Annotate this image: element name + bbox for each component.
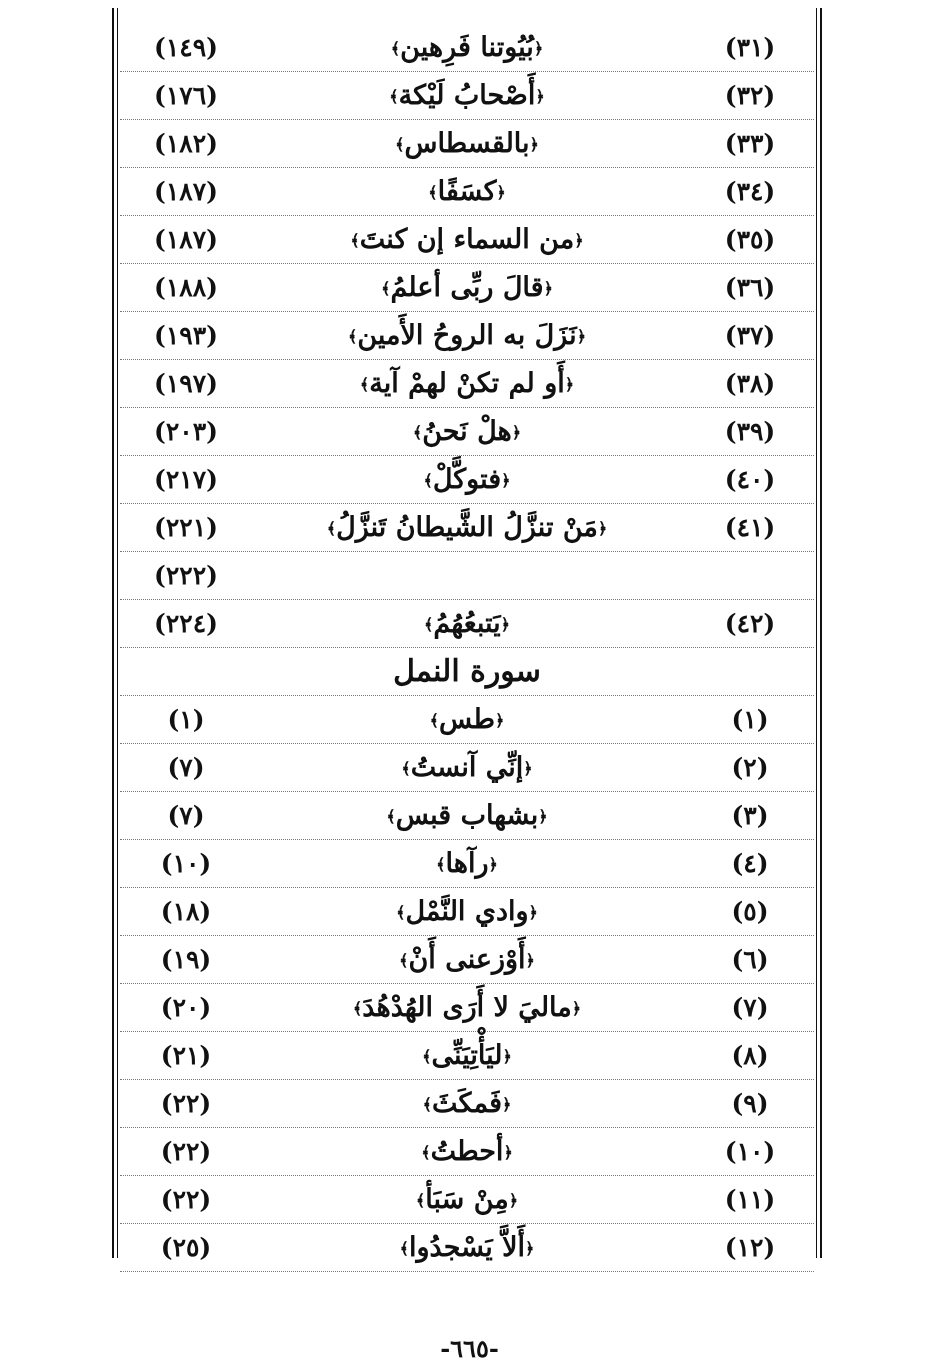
word-text: فَمكَثَ <box>432 1088 502 1119</box>
ornament-close-icon: ﴾ <box>386 807 396 826</box>
ornament-open-icon: ﴿ <box>533 39 544 58</box>
ornament-open-icon: ﴿ <box>508 1191 519 1210</box>
list-item <box>120 72 814 120</box>
ornament-open-icon: ﴿ <box>597 519 608 538</box>
word-text: أحطتُ <box>430 1136 504 1167</box>
list-item <box>120 24 814 72</box>
quran-word <box>381 272 553 303</box>
page-reference: (٧) <box>167 753 205 782</box>
word-text: إنِّي آنستُ <box>410 752 524 783</box>
verse-number: (٣٤) <box>724 177 776 206</box>
page-reference: (١٠) <box>160 849 212 878</box>
border-line <box>117 8 118 1258</box>
verse-number: (٣٩) <box>724 417 776 446</box>
page-reference: (١٨٧) <box>154 177 218 206</box>
ornament-open-icon: ﴿ <box>501 471 511 490</box>
ornament-close-icon: ﴾ <box>424 615 434 634</box>
verse-number: (٣٨) <box>724 369 776 398</box>
list-item <box>120 744 814 792</box>
ornament-open-icon: ﴿ <box>494 711 505 730</box>
list-item <box>120 840 814 888</box>
border-line <box>820 8 822 1258</box>
word-text: هلْ نَحنُ <box>422 416 512 447</box>
ornament-close-icon: ﴾ <box>395 135 405 154</box>
quran-word <box>389 80 544 111</box>
list-item <box>120 936 814 984</box>
page-reference: (١٧٦) <box>154 81 218 110</box>
ornament-open-icon: ﴿ <box>528 903 538 922</box>
ornament-close-icon: ﴾ <box>399 951 409 970</box>
border-line <box>816 8 817 1258</box>
ornament-open-icon: ﴿ <box>511 423 522 442</box>
verse-number: (٤) <box>731 849 769 878</box>
ornament-close-icon: ﴾ <box>415 1191 426 1210</box>
verse-number: (٦) <box>731 945 769 974</box>
ornament-open-icon: ﴿ <box>535 87 545 106</box>
quran-word <box>360 368 574 399</box>
list-item <box>120 792 814 840</box>
verse-number: (٥) <box>731 897 769 926</box>
ornament-open-icon: ﴿ <box>488 855 498 874</box>
verse-number: (٧) <box>731 993 769 1022</box>
quran-word <box>399 944 535 975</box>
quran-word <box>416 1184 518 1215</box>
word-text: وادي النَّمْل <box>405 896 529 927</box>
word-text: يَتبعُهُمُ <box>433 608 501 639</box>
ornament-close-icon: ﴾ <box>347 327 358 346</box>
word-text: رآها <box>445 848 489 879</box>
quran-word <box>391 32 543 63</box>
ornament-close-icon: ﴾ <box>429 711 440 730</box>
ornament-open-icon: ﴿ <box>574 231 584 250</box>
verse-number: (٩) <box>731 1089 769 1118</box>
page-reference: (٢٢٤) <box>154 609 218 638</box>
ornament-open-icon: ﴿ <box>501 1095 512 1114</box>
word-text: بُيُوتنا فَرِهين <box>400 32 534 63</box>
ornament-close-icon: ﴾ <box>401 759 411 778</box>
verse-number: (١) <box>731 705 769 734</box>
page-reference: (١٨٨) <box>154 273 218 302</box>
verse-number: (١١) <box>724 1185 776 1214</box>
quran-word <box>430 704 505 735</box>
ornament-open-icon: ﴿ <box>525 951 535 970</box>
page-reference: (٢٥) <box>160 1233 212 1262</box>
quran-word <box>395 128 539 159</box>
quran-word <box>423 464 510 495</box>
list-item <box>120 1080 814 1128</box>
word-text: من السماء إن كنتَ <box>359 224 575 255</box>
word-text: قالَ ربِّى أعلمُ <box>390 272 544 303</box>
page-reference: (٢٢١) <box>154 513 218 542</box>
list-item <box>120 312 814 360</box>
quran-word <box>350 224 583 255</box>
quran-word <box>423 1088 512 1119</box>
ornament-close-icon: ﴾ <box>381 279 391 298</box>
ornament-close-icon: ﴾ <box>423 471 433 490</box>
quran-word <box>353 992 581 1023</box>
page-reference: (٢١٧) <box>154 465 218 494</box>
page-reference: (٢١) <box>160 1041 212 1070</box>
ornament-close-icon: ﴾ <box>359 375 370 394</box>
quran-word <box>348 320 586 351</box>
surah-heading-row <box>120 648 814 696</box>
ornament-close-icon: ﴾ <box>390 39 401 58</box>
page-reference: (٢٠) <box>160 993 212 1022</box>
word-text: بشهاب قبس <box>395 800 539 831</box>
verse-number: (٣٥) <box>724 225 776 254</box>
page-reference: (١) <box>167 705 205 734</box>
verse-number: (١٠) <box>724 1137 776 1166</box>
list-item <box>120 216 814 264</box>
page-reference: (١٩٣) <box>154 321 218 350</box>
page-reference: (٢٠٣) <box>154 417 218 446</box>
list-item <box>120 600 814 648</box>
quran-word <box>401 752 532 783</box>
quran-word <box>413 416 521 447</box>
quran-word <box>421 1136 513 1167</box>
list-item <box>120 552 814 600</box>
list-item <box>120 360 814 408</box>
verse-number: (٢) <box>731 753 769 782</box>
table-frame <box>112 8 822 1263</box>
word-text: أَوْزعنى أَنْ <box>408 944 526 975</box>
verse-number: (٨) <box>731 1041 769 1070</box>
page-reference: (١٨٢) <box>154 129 218 158</box>
word-text: أَصْحابُ لَيْكة <box>398 80 536 111</box>
verse-number: (٣) <box>731 801 769 830</box>
verse-number: (٣٢) <box>724 81 776 110</box>
list-item <box>120 984 814 1032</box>
page-reference: (١٤٩) <box>154 33 218 62</box>
ornament-close-icon: ﴾ <box>326 519 337 538</box>
word-text: أَو لم تكنْ لهمْ آية <box>369 368 565 399</box>
verse-number: (٤١) <box>724 513 776 542</box>
word-text: بالقسطاس <box>404 128 530 159</box>
ornament-close-icon: ﴾ <box>422 1047 432 1066</box>
word-text: مِنْ سَبَأ <box>425 1184 509 1215</box>
verse-number: (٣٣) <box>724 129 776 158</box>
ornament-close-icon: ﴾ <box>396 903 406 922</box>
verse-number <box>700 552 800 599</box>
quran-word <box>422 1040 512 1071</box>
ornament-close-icon: ﴾ <box>389 87 399 106</box>
verse-number: (٣٧) <box>724 321 776 350</box>
list-item <box>120 408 814 456</box>
ornament-open-icon: ﴿ <box>500 615 510 634</box>
quran-word <box>424 608 510 639</box>
word-text: كسَفًا <box>437 176 497 207</box>
ornament-open-icon: ﴿ <box>523 759 533 778</box>
word-text: أَلاَّ يَسْجدُوا <box>408 1232 526 1263</box>
page-reference: (٧) <box>167 801 205 830</box>
ornament-close-icon: ﴾ <box>352 999 363 1018</box>
quran-word <box>428 176 506 207</box>
ornament-close-icon: ﴾ <box>412 423 423 442</box>
quran-word <box>396 896 538 927</box>
list-item <box>120 264 814 312</box>
verse-number: (١٢) <box>724 1233 776 1262</box>
ornament-open-icon: ﴿ <box>496 183 506 202</box>
quran-word <box>386 800 547 831</box>
verse-number: (٤٠) <box>724 465 776 494</box>
ornament-close-icon: ﴾ <box>350 231 360 250</box>
verse-number: (٣١) <box>724 33 776 62</box>
list-item <box>120 504 814 552</box>
word-text: فتوكَّلْ <box>432 464 502 495</box>
list-item <box>120 696 814 744</box>
page-reference: (٢٢) <box>160 1137 212 1166</box>
ornament-open-icon: ﴿ <box>503 1143 513 1162</box>
page-reference: (١٨) <box>160 897 212 926</box>
word-text: نَزَلَ به الروحُ الأَمين <box>357 320 577 351</box>
list-item <box>120 1176 814 1224</box>
page-reference: (١٩٧) <box>154 369 218 398</box>
ornament-close-icon: ﴾ <box>428 183 438 202</box>
border-line <box>112 8 114 1258</box>
entries-list <box>120 24 814 1272</box>
word-text: ليَأْتِيَنِّى <box>431 1040 503 1071</box>
word-text: مَنْ تنزَّلُ الشَّيطانُ تَنزَّلُ <box>336 512 598 543</box>
verse-number: (٣٦) <box>724 273 776 302</box>
list-item <box>120 888 814 936</box>
ornament-open-icon: ﴿ <box>571 999 582 1018</box>
ornament-open-icon: ﴿ <box>529 135 539 154</box>
ornament-close-icon: ﴾ <box>436 855 446 874</box>
ornament-open-icon: ﴿ <box>525 1239 535 1258</box>
list-item <box>120 1032 814 1080</box>
quran-word <box>436 848 498 879</box>
page-reference: (١٨٧) <box>154 225 218 254</box>
ornament-open-icon: ﴿ <box>543 279 553 298</box>
page-reference: (٢٢) <box>160 1089 212 1118</box>
ornament-close-icon: ﴾ <box>422 1095 433 1114</box>
ornament-close-icon: ﴾ <box>421 1143 431 1162</box>
ornament-open-icon: ﴿ <box>576 327 587 346</box>
page-reference: (٢٢) <box>160 1185 212 1214</box>
list-item <box>120 1128 814 1176</box>
verse-number: (٤٢) <box>724 609 776 638</box>
quran-word <box>327 512 607 543</box>
quran-word <box>400 1232 535 1263</box>
surah-heading: سورة النمل <box>393 654 541 689</box>
ornament-open-icon: ﴿ <box>564 375 575 394</box>
ornament-close-icon: ﴾ <box>399 1239 409 1258</box>
list-item <box>120 456 814 504</box>
page-reference: (١٩) <box>160 945 212 974</box>
list-item <box>120 168 814 216</box>
page-reference: (٢٢٢) <box>154 561 218 590</box>
ornament-open-icon: ﴿ <box>538 807 548 826</box>
list-item <box>120 120 814 168</box>
list-item <box>120 1224 814 1272</box>
word-text: ماليَ لا أَرَى الهُدْهُدَ <box>362 992 572 1023</box>
page-number: -٦٦٥- <box>440 1334 499 1363</box>
ornament-open-icon: ﴿ <box>502 1047 512 1066</box>
word-text: طس <box>439 704 495 735</box>
